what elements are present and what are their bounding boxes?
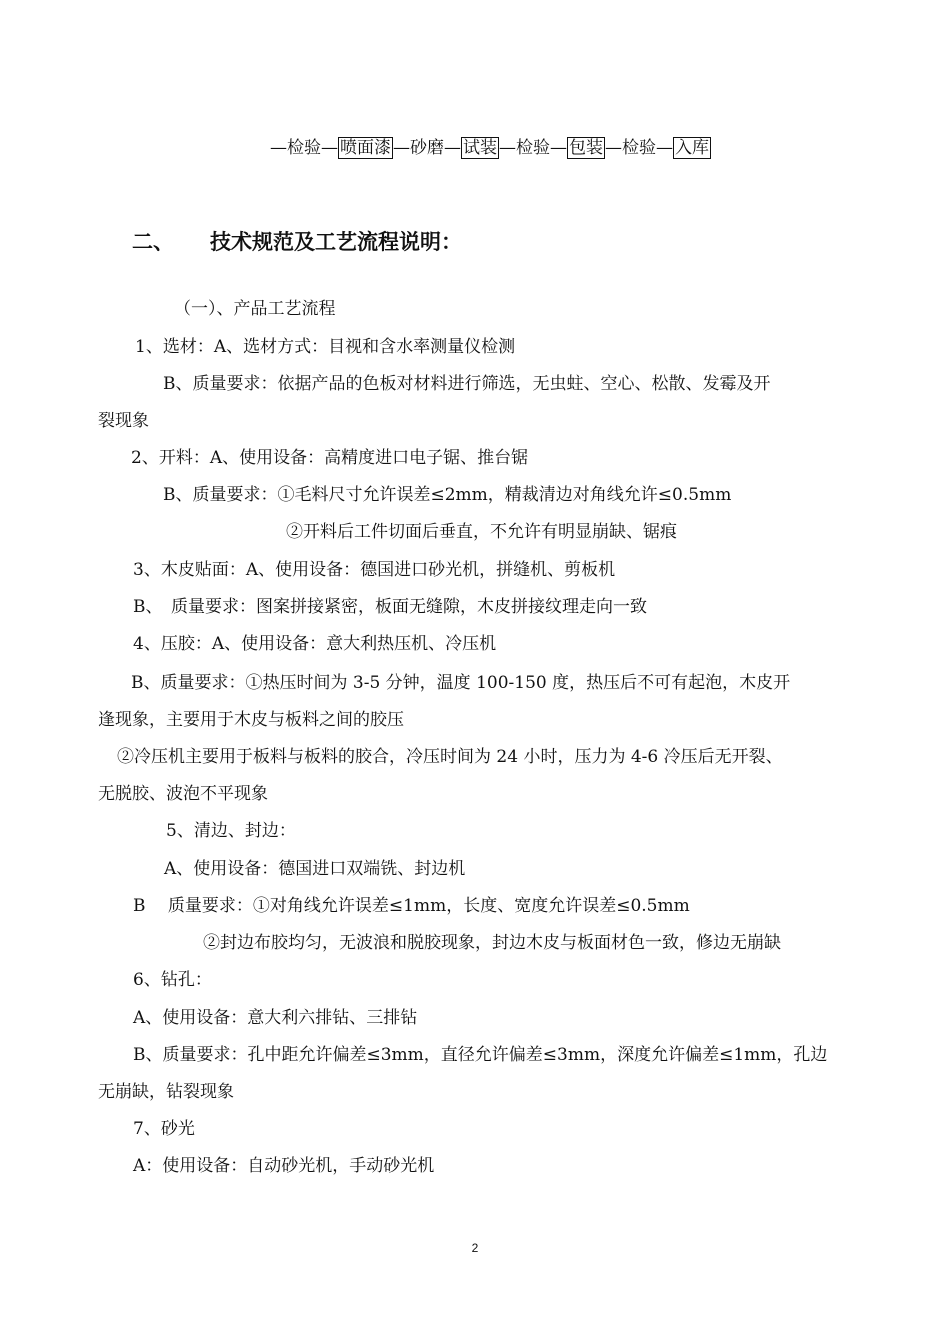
paragraph-line: B、质量要求：①毛料尺寸允许误差≤2mm，精裁清边对角线允许≤0.5mm xyxy=(163,485,732,505)
paragraph-line: ②封边布胶均匀，无波浪和脱胶现象，封边木皮与板面材色一致，修边无崩缺 xyxy=(203,933,781,953)
paragraph-line: A、使用设备：意大利六排钻、三排钻 xyxy=(133,1008,418,1028)
paragraph-line: B、质量要求：孔中距允许偏差≤3mm，直径允许偏差≤3mm，深度允许偏差≤1mm，孔边 xyxy=(133,1045,828,1065)
paragraph-line: B、质量要求：①热压时间为 3-5 分钟，温度 100-150 度，热压后不可有起泡，木皮开 xyxy=(131,673,791,693)
flow-step: —检验— xyxy=(270,138,338,158)
paragraph-line: 无脱胶、波泡不平现象 xyxy=(98,784,268,804)
flow-step-boxed: 喷面漆 xyxy=(340,138,391,158)
section-heading xyxy=(132,228,462,256)
paragraph-line: 3、木皮贴面：A、使用设备：德国进口砂光机，拼缝机、剪板机 xyxy=(133,560,616,580)
paragraph-line: 逢现象，主要用于木皮与板料之间的胶压 xyxy=(98,710,404,730)
flow-step: —砂磨— xyxy=(393,138,461,158)
flow-step-boxed: 入库 xyxy=(675,138,709,158)
flow-step: —检验— xyxy=(499,138,567,158)
section-number: 二、 xyxy=(132,230,174,254)
paragraph-line: 无崩缺，钻裂现象 xyxy=(98,1082,234,1102)
paragraph-line: B、 质量要求：图案拼接紧密，板面无缝隙，木皮拼接纹理走向一致 xyxy=(133,597,647,617)
paragraph-line: A：使用设备：自动砂光机，手动砂光机 xyxy=(133,1156,435,1176)
paragraph-line: 1、选材：A、选材方式：目视和含水率测量仪检测 xyxy=(135,337,516,357)
paragraph-line: ②开料后工件切面后垂直，不允许有明显崩缺、锯痕 xyxy=(286,522,677,542)
paragraph-line: B、质量要求：依据产品的色板对材料进行筛选，无虫蛀、空心、松散、发霉及开 xyxy=(163,374,771,394)
paragraph-line: ②冷压机主要用于板料与板料的胶合，冷压时间为 24 小时，压力为 4-6 冷压后无开裂、 xyxy=(117,747,783,767)
paragraph-line: A、使用设备：德国进口双端铣、封边机 xyxy=(164,859,466,879)
paragraph-line: B 质量要求：①对角线允许误差≤1mm，长度、宽度允许误差≤0.5mm xyxy=(133,896,690,916)
paragraph-line: 裂现象 xyxy=(98,411,149,431)
subsection-title: （一）、产品工艺流程 xyxy=(174,299,336,319)
paragraph-line: 5、清边、封边： xyxy=(166,821,296,841)
flow-step-boxed: 试装 xyxy=(463,138,497,158)
paragraph-line: 6、钻孔： xyxy=(133,970,212,990)
section-title: 技术规范及工艺流程说明： xyxy=(210,230,462,254)
paragraph-line: 7、砂光 xyxy=(133,1119,195,1139)
process-flow xyxy=(270,137,711,159)
flow-step: —检验— xyxy=(605,138,673,158)
page-number: 2 xyxy=(471,1241,479,1255)
paragraph-line: 4、压胶：A、使用设备：意大利热压机、冷压机 xyxy=(133,634,497,654)
flow-step-boxed: 包装 xyxy=(569,138,603,158)
paragraph-line: 2、开料：A、使用设备：高精度进口电子锯、推台锯 xyxy=(131,448,529,468)
